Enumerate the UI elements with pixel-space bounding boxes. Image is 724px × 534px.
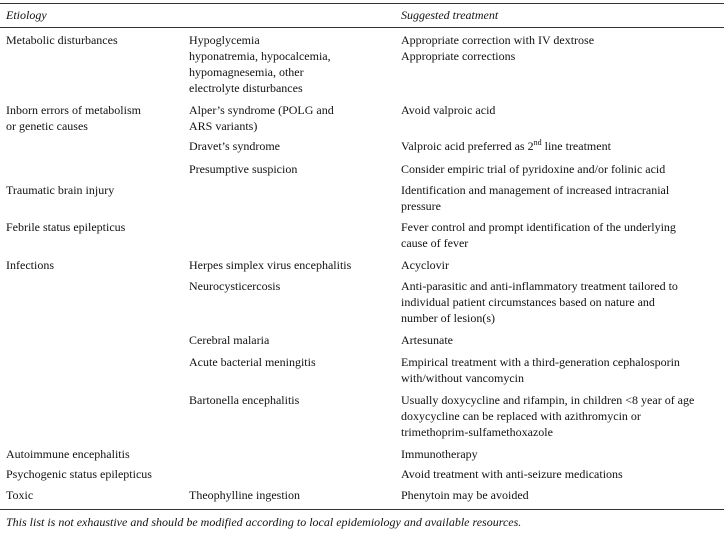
row-treatment: Fever control and prompt identification of the underlying cause of fever (401, 220, 676, 250)
row-treatment: Identification and management of increased intracranial pressure (401, 183, 670, 213)
row-treatment: Consider empiric trial of pyridoxine and/or folinic acid (401, 162, 666, 176)
table-bottom-rule (0, 509, 724, 510)
row-etiology: Infections (6, 258, 54, 272)
row-condition: Herpes simplex virus encephalitis (189, 258, 352, 272)
row-treatment (401, 138, 724, 154)
row-treatment: Anti-parasitic and anti-inflammatory treatment tailored to individual patient circumstances based on nature and number of lesion(s) (401, 279, 678, 325)
row-condition: Theophylline ingestion (189, 488, 300, 502)
row-etiology: Psychogenic status epilepticus (6, 467, 152, 481)
row-etiology: Traumatic brain injury (6, 183, 115, 197)
treatment-text: line treatment (541, 139, 611, 153)
row-etiology: Toxic (6, 488, 34, 502)
row-condition: Hypoglycemia (189, 33, 260, 47)
row-etiology: Inborn errors of metabolism or genetic causes (6, 103, 141, 133)
row-treatment: Avoid valproic acid (401, 103, 496, 117)
table-header-rule (0, 27, 724, 28)
row-condition: Bartonella encephalitis (189, 393, 300, 407)
row-condition: Dravet’s syndrome (189, 139, 280, 153)
header-suggested-treatment: Suggested treatment (401, 8, 499, 22)
row-treatment: Appropriate correction with IV dextrose (401, 33, 595, 47)
row-condition: hyponatremia, hypocalcemia, hypomagnesemia, other electrolyte disturbances (189, 49, 331, 95)
row-treatment: Usually doxycycline and rifampin, in children <8 year of age doxycycline can be replaced with azithromycin or trimethoprim-sulfamethoxazole (401, 393, 695, 439)
row-etiology: Autoimmune encephalitis (6, 447, 130, 461)
row-etiology: Metabolic disturbances (6, 33, 118, 47)
treatment-superscript: nd (533, 138, 542, 147)
table-top-rule (0, 3, 724, 4)
row-condition: Presumptive suspicion (189, 162, 298, 176)
row-treatment: Phenytoin may be avoided (401, 488, 529, 502)
row-condition: Alper’s syndrome (POLG and ARS variants) (189, 103, 334, 133)
table-footnote: This list is not exhaustive and should be modified according to local epidemiology and available resources. (6, 515, 522, 529)
row-treatment: Artesunate (401, 333, 453, 347)
row-condition: Neurocysticercosis (189, 279, 281, 293)
row-etiology: Febrile status epilepticus (6, 220, 126, 234)
row-treatment: Avoid treatment with anti-seizure medications (401, 467, 623, 481)
row-treatment: Immunotherapy (401, 447, 478, 461)
treatment-text: Valproic acid preferred as 2 (401, 139, 534, 153)
header-etiology: Etiology (6, 8, 47, 22)
row-treatment: Empirical treatment with a third-generation cephalosporin with/without vancomycin (401, 355, 680, 385)
row-condition: Cerebral malaria (189, 333, 270, 347)
row-treatment: Appropriate corrections (401, 49, 516, 63)
row-treatment: Acyclovir (401, 258, 449, 272)
row-condition: Acute bacterial meningitis (189, 355, 316, 369)
